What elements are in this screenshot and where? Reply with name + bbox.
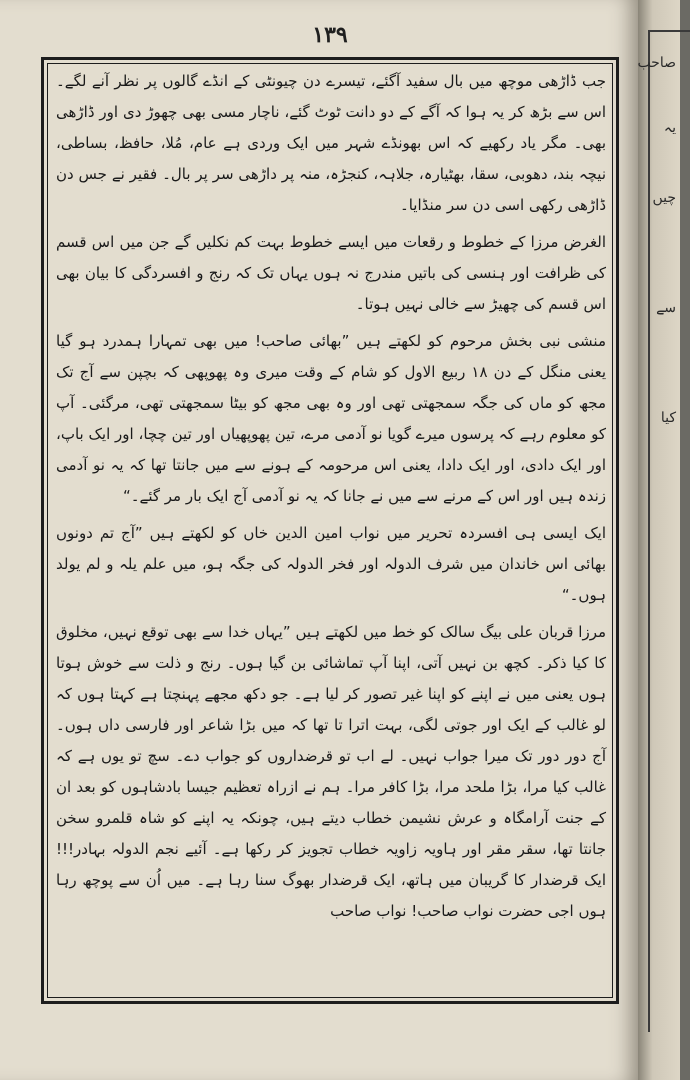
adjacent-page-text: یہ xyxy=(663,120,676,136)
adjacent-page-text: سے xyxy=(656,300,676,316)
paragraph-3: منشی نبی بخش مرحوم کو لکھتے ہیں ”بھائی صاحب! میں بھی تمہارا ہمدرد ہو گیا یعنی منگل کے دن ۱۸ ربیع الاول کو شام کے وقت میری وہ پھوپھی کہ بچپن سے آج تک مجھ کو ماں کی جگہ سمجھتی تھی اور وہ بھی مجھ کو بیٹا سمجھتی تھی، مرگئی۔ آپ کو معلوم رہے کہ پرسوں میرے گویا نو آدمی مرے، تین پھوپھیاں اور تین چچا، اور ایک باپ، اور ایک دادی، اور ایک دادا، یعنی اس مرحومہ کے ہونے سے میں جانتا تھا کہ یہ نو آدمی زندہ ہیں اور اس کے مرنے سے میں نے جانا کہ یہ نو آدمی آج ایک بار مر گئے۔“ xyxy=(56,332,607,505)
adjacent-page-text: صاحب xyxy=(637,55,676,71)
paragraph-1: جب ڈاڑھی موچھ میں بال سفید آگئے، تیسرے دن چیونٹی کے انڈے گالوں پر نظر آنے لگے۔ اس سے بڑھ کر یہ ہوا کہ آگے کے دو دانت ٹوٹ گئے، ناچار مسی بھی چھوڑ دی اور ڈاڑھی بھی۔ مگر یاد رکھیے کہ اس بھونڈے شہر میں ایک وردی ہے عام، مُلا، حافظ، بساطی، نیچہ بند، دھوبی، سقا، بھٹیارہ، جلاہہ، کنجڑہ، منہ پر داڑھی سر پر بال۔ فقیر نے جس دن ڈاڑھی رکھی اسی دن سر منڈایا۔ xyxy=(56,72,606,214)
page-number: ۱۳۹ xyxy=(312,22,348,48)
paragraph-5: مرزا قربان علی بیگ سالک کو خط میں لکھتے ہیں ”یہاں خدا سے بھی توقع نہیں، مخلوق کا کیا ذکر۔ کچھ بن نہیں آتی، اپنا آپ تماشائی بن گیا ہوں۔ رنج و ذلت سے خوش ہوتا ہوں یعنی میں نے اپنے کو اپنا غیر تصور کر لیا ہے۔ جو دکھ مجھے پہنچتا ہے کہتا ہوں کہ لو غالب کے ایک اور جوتی لگی، بہت اترا تا تھا کہ میں بڑا شاعر اور فارسی داں ہوں۔ آج دور دور تک میرا جواب نہیں۔ لے اب تو قرضداروں کو جواب دے۔ سچ تو یوں ہے کہ غالب کیا مرا، بڑا ملحد مرا، بڑا کافر مرا۔ ہم نے ازراہ تعظیم جیسا بادشاہوں کو بعد ان کے جنت آرامگاہ و عرش نشیمن خطاب دیتے ہیں، چونکہ یہ اپنے کو شاہ قلمرو سخن جانتا تھا، سقر مقر اور ہاویہ زاویہ خطاب تجویز کر رکھا ہے۔ آئیے نجم الدولہ بہادر!!! ایک قرضدار کا گریبان میں ہاتھ، ایک قرضدار بھوگ سنا رہا ہے۔ میں اُن سے پوچھ رہا ہوں اجی حضرت نواب صاحب! نواب صاحب xyxy=(56,623,606,920)
paragraph-2: الغرض مرزا کے خطوط و رقعات میں ایسے خطوط بہت کم نکلیں گے جن میں اس قسم کی ظرافت اور ہنسی کی باتیں مندرج نہ ہوں یہاں تک کہ رنج و افسردگی کا بیان بھی اس قسم کی چھیڑ سے خالی نہیں ہوتا۔ xyxy=(56,233,606,313)
adjacent-page-frame xyxy=(637,30,690,1032)
adjacent-page-text: چیں xyxy=(652,190,676,206)
adjacent-page-text: کیا xyxy=(660,410,676,426)
adjacent-page-edge xyxy=(638,0,680,1080)
paragraph-4: ایک ایسی ہی افسردہ تحریر میں نواب امین الدین خاں کو لکھتے ہیں ”آج تم دونوں بھائی اس خاندان میں شرف الدولہ اور فخر الدولہ کی جگہ ہو، میں علم یلہ و لم یولد ہوں۔“ xyxy=(56,524,606,604)
urdu-text-body xyxy=(56,66,606,991)
